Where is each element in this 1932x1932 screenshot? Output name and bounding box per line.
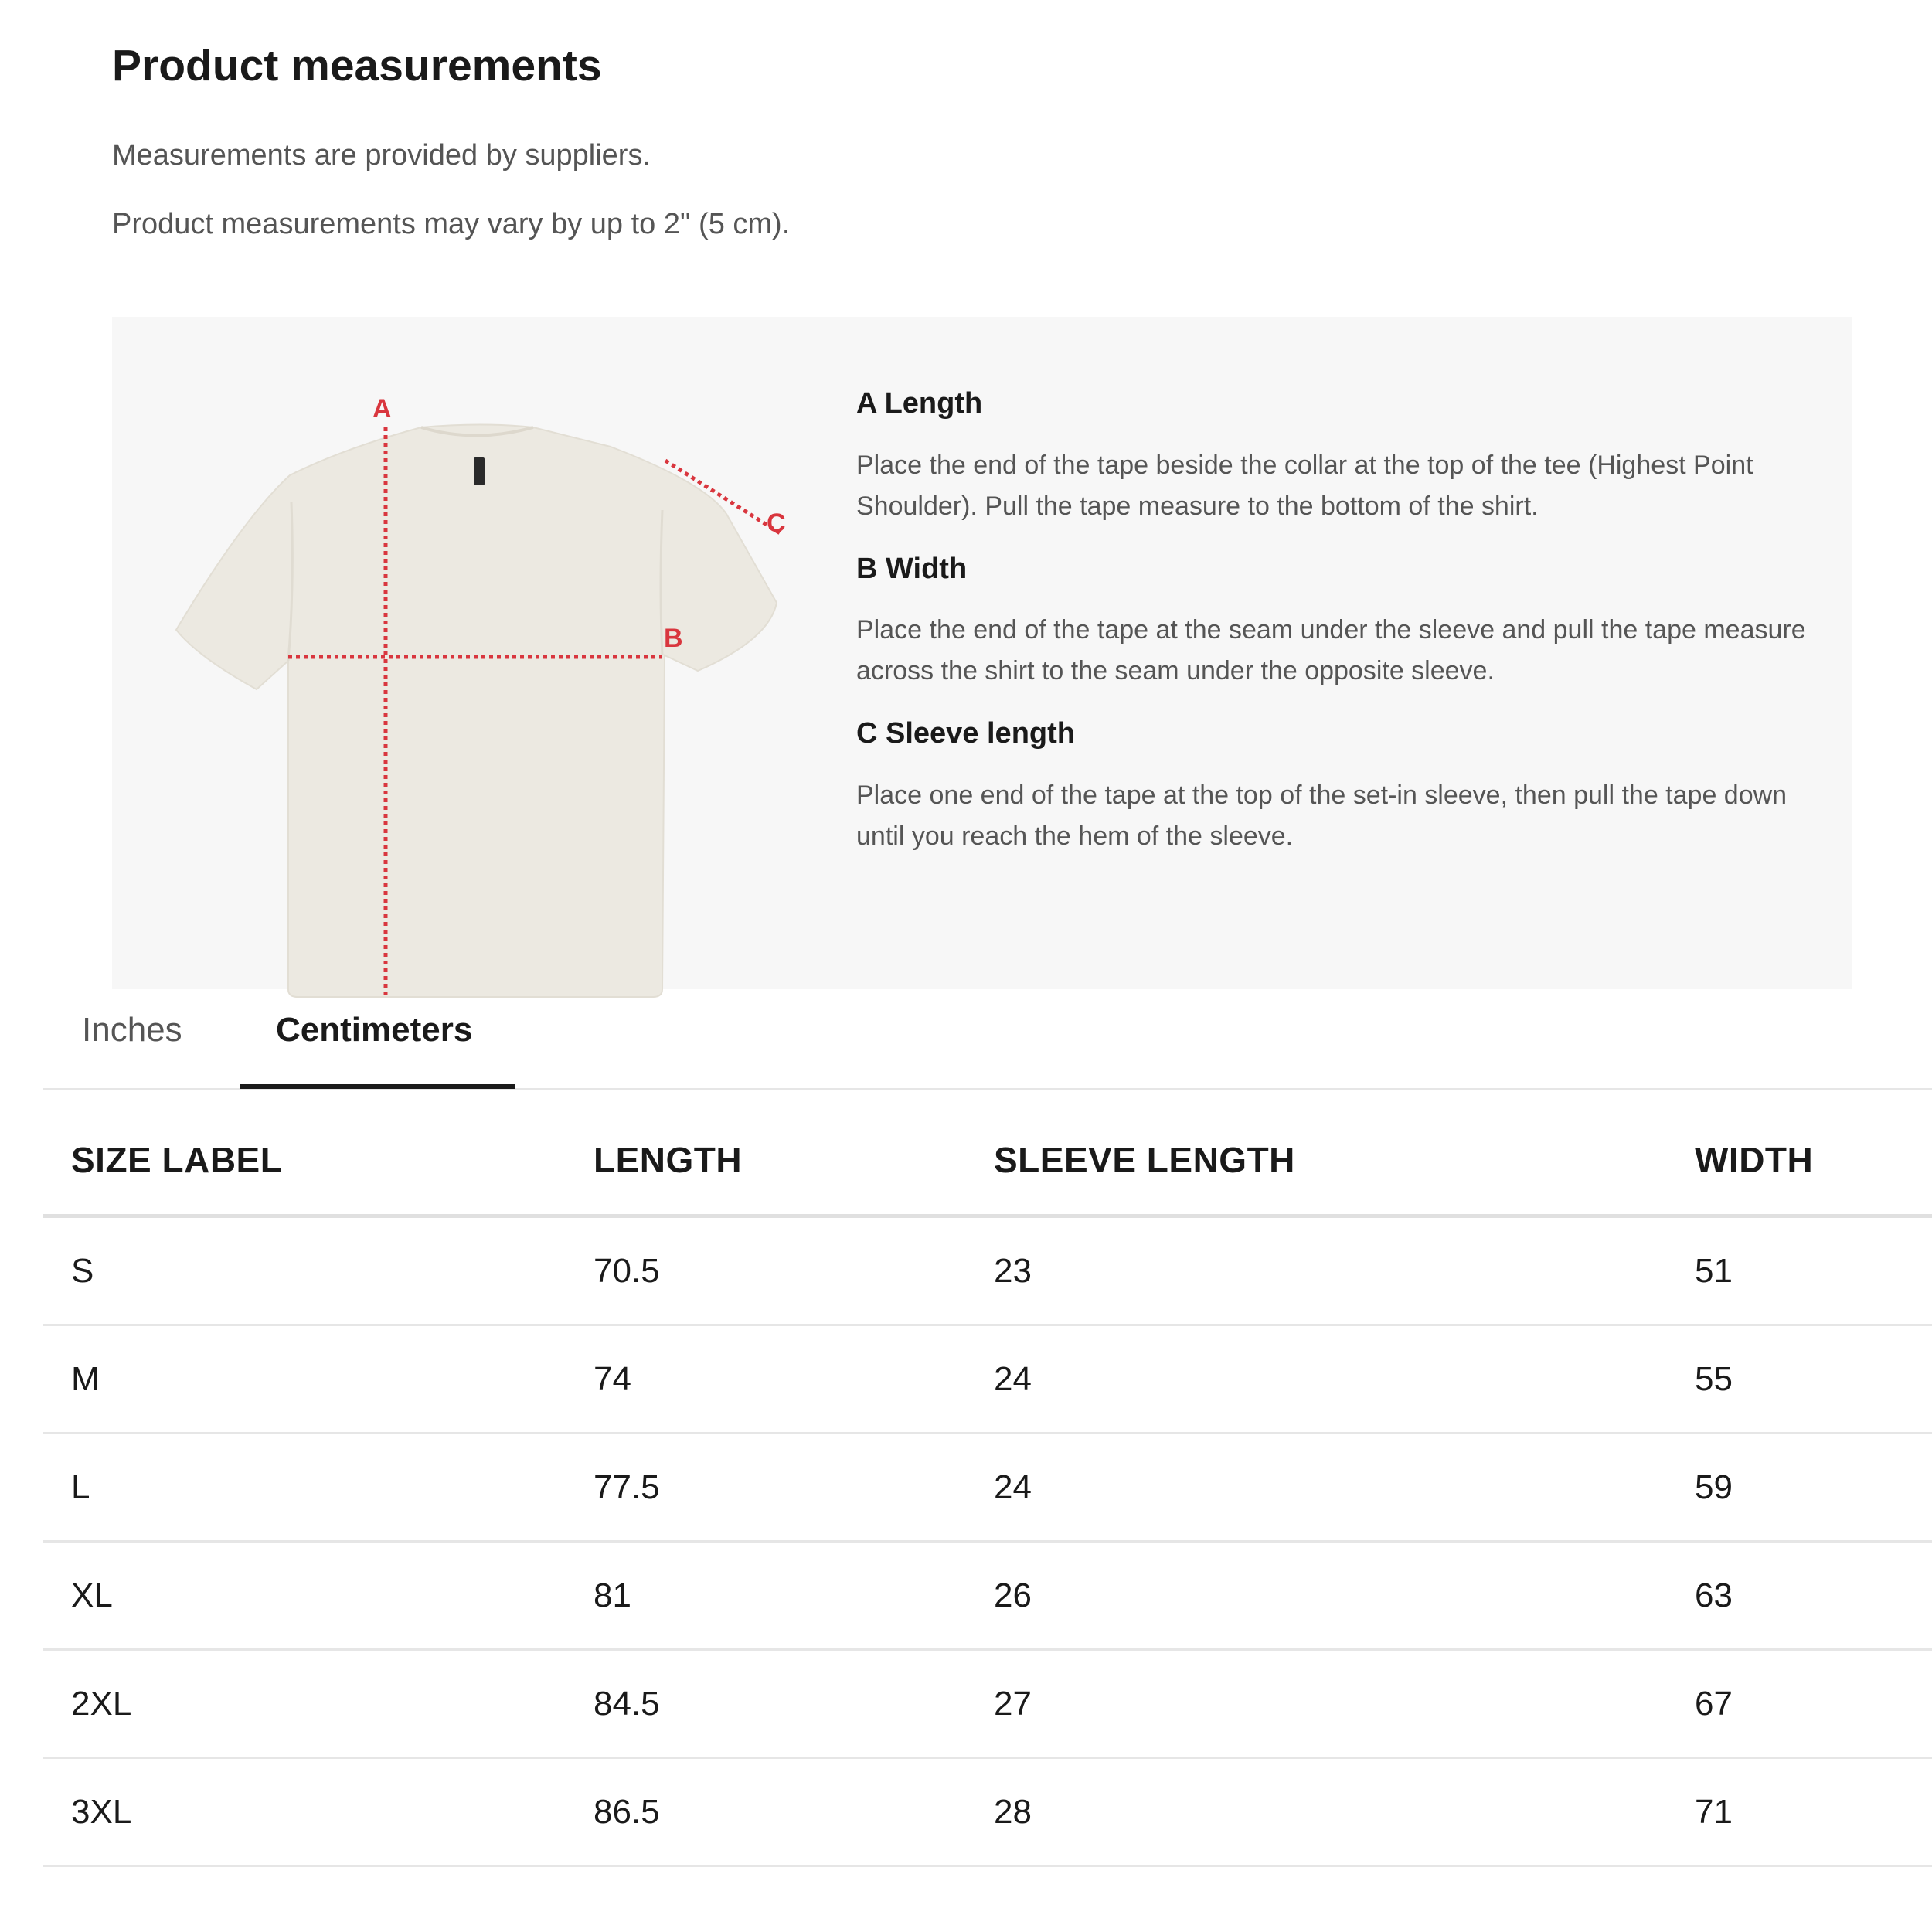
cell-width: 51: [1667, 1216, 1932, 1325]
table-row: [43, 1542, 1932, 1650]
cell-width: 55: [1667, 1325, 1932, 1434]
variance-note: Product measurements may vary by up to 2" (5 cm).: [112, 208, 791, 240]
cell-width: 67: [1667, 1650, 1932, 1758]
cell-width: 71: [1667, 1758, 1932, 1866]
table-row: [43, 1325, 1932, 1434]
cell-length: 84.5: [566, 1650, 966, 1758]
cell-size: S: [43, 1216, 566, 1325]
length-heading: A Length: [856, 387, 983, 420]
cell-size: XL: [43, 1542, 566, 1650]
tshirt-diagram: [158, 394, 854, 981]
table-row: [43, 1434, 1932, 1542]
cell-width: 63: [1667, 1542, 1932, 1650]
measurement-instructions: [856, 386, 1807, 882]
sleeve-length-heading: C Sleeve length: [856, 717, 1075, 750]
cell-length: 86.5: [566, 1758, 966, 1866]
tab-centimeters[interactable]: Centimeters: [276, 1011, 473, 1049]
cell-length: 77.5: [566, 1434, 966, 1542]
cell-sleeve-length: 23: [966, 1216, 1667, 1325]
cell-sleeve-length: 28: [966, 1758, 1667, 1866]
tshirt-illustration: [176, 425, 777, 998]
cell-size: M: [43, 1325, 566, 1434]
table-row: [43, 1758, 1932, 1866]
table-row: [43, 1650, 1932, 1758]
page-title: Product measurements: [112, 41, 602, 90]
width-description: Place the end of the tape at the seam under the sleeve and pull the tape measure across the shirt to the seam under the opposite sleeve.: [856, 615, 1806, 686]
cell-sleeve-length: 24: [966, 1325, 1667, 1434]
header-size-label: SIZE LABEL: [43, 1106, 566, 1216]
marker-a: A: [372, 394, 392, 423]
cell-length: 81: [566, 1542, 966, 1650]
cell-size: L: [43, 1434, 566, 1542]
unit-tabs: [43, 989, 1932, 1090]
marker-b: B: [664, 624, 683, 653]
cell-sleeve-length: 27: [966, 1650, 1667, 1758]
cell-sleeve-length: 24: [966, 1434, 1667, 1542]
tshirt-diagram-svg: [158, 394, 854, 981]
header-sleeve-length: SLEEVE LENGTH: [966, 1106, 1667, 1216]
table-header-row: [43, 1106, 1932, 1216]
cell-width: 59: [1667, 1434, 1932, 1542]
active-tab-indicator: [240, 1084, 515, 1089]
cell-size: 2XL: [43, 1650, 566, 1758]
length-description: Place the end of the tape beside the collar at the top of the tee (Highest Point Shoulder). Pull the tape measure to the bottom of the shirt.: [856, 450, 1753, 521]
neck-label: [474, 457, 485, 485]
width-heading: B Width: [856, 552, 968, 585]
sleeve-length-description: Place one end of the tape at the top of the set-in sleeve, then pull the tape down until you reach the hem of the sleeve.: [856, 780, 1787, 851]
table-row: [43, 1216, 1932, 1325]
cell-size: 3XL: [43, 1758, 566, 1866]
cell-length: 74: [566, 1325, 966, 1434]
marker-c: C: [767, 509, 786, 538]
measurement-guide-panel: [112, 317, 1852, 989]
tab-inches[interactable]: Inches: [82, 1011, 182, 1049]
header-width: WIDTH: [1667, 1106, 1932, 1216]
cell-length: 70.5: [566, 1216, 966, 1325]
supplier-note: Measurements are provided by suppliers.: [112, 139, 651, 172]
header-length: LENGTH: [566, 1106, 966, 1216]
size-table: [43, 1106, 1932, 1867]
cell-sleeve-length: 26: [966, 1542, 1667, 1650]
